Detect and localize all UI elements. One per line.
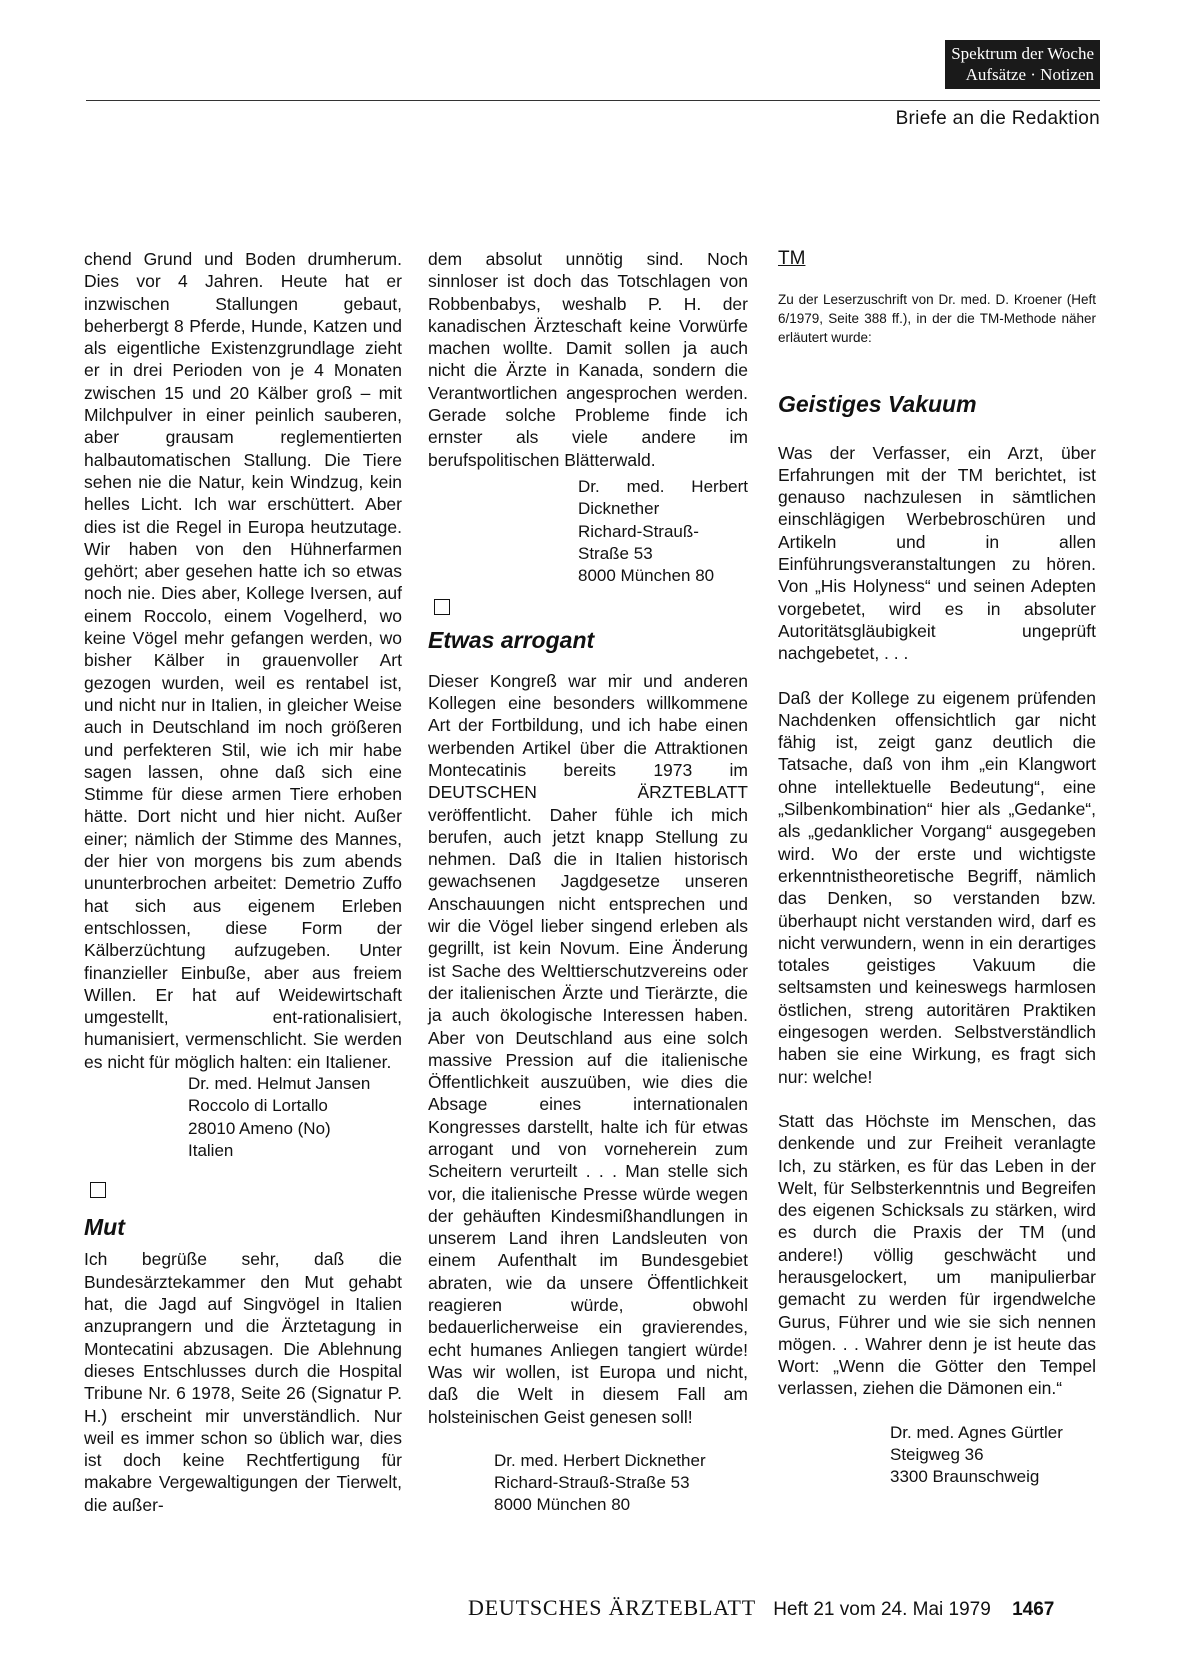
signature-block: [494, 1450, 748, 1517]
signature-line: 28010 Ameno (No): [188, 1118, 331, 1138]
letter-text: Ich begrüße sehr, daß die Bundesärztekammer den Mut gehabt hat, die Jagd auf Singvögel in Italien anzuprangern und die Ärztetagung in Montecatini abzusagen. Die Ablehnung dieses Entschlusses durch die Hospital Tribune Nr. 6 1978, Seite 26 (Signatur P. H.) erscheint mir unverständlich. Nur weil es immer schon so üblich war, dies ist doch keine Rechtfertigung für makabre Vergewaltigungen der Tierwelt, die außer-: [84, 1249, 402, 1515]
journal-section-label: [945, 40, 1100, 89]
letter-paragraph: Was der Verfasser, ein Arzt, über Erfahrungen mit der TM berichtet, ist genauso nachzulesen in sämtlichen einschlägigen Werbebroschüren und Artikeln und in allen Einführungsveranstaltungen zu hören. Von „His Holyness“ und seinen Adepten vorgebetet, wird es in absoluter Autoritätsgläubigkeit ungeprüft nachgebetet, . . .: [778, 442, 1096, 664]
signature-line: Dr. med. Agnes Gürtler: [890, 1422, 1063, 1442]
signature-line: Richard-Strauß-Straße 53: [494, 1473, 690, 1493]
signature-block: [188, 1073, 402, 1162]
section-title: Briefe an die Redaktion: [895, 108, 1100, 129]
letter-heading: Geistiges Vakuum: [778, 391, 977, 418]
journal-name: DEUTSCHES ÄRZTEBLATT: [468, 1595, 756, 1620]
section-label-line2: Aufsätze · Notizen: [965, 65, 1094, 84]
signature-line: 3300 Braunschweig: [890, 1467, 1040, 1487]
letter-text: dem absolut unnötig sind. Noch sinnloser ist doch das Totschlagen von Robbenbabys, weshalb P. H. der kanadischen Ärzteschaft keine Vorwürfe machen wollte. Damit sollen ja auch nicht die Ärzte in Kanada, sondern die Verantwortlichen angesprochen werden. Gerade solche Probleme finde ich ernster als viele andere im berufspolitischen Blätterwald.: [428, 249, 748, 470]
page-number: 1467: [1012, 1599, 1055, 1620]
letter-text: Dieser Kongreß war mir und anderen Kollegen eine besonders willkommene Art der Fortbildung, und ich habe einen werbenden Artikel über die Attraktionen Montecatinis bereits 1973 im DEUTSCHEN ÄRZTEBLATT veröffentlicht. Daher fühle ich mich berufen, auch jetzt knapp Stellung zu nehmen. Daß die in Italien historisch gewachsenen Jagdgesetze unseren Anschauungen nicht entsprechen und wir die Vögel lieber singend erleben als gegrillt, ist kein Novum. Eine Änderung ist Sache des Welttierschutzvereins oder der italienischen Ärzte und Tierärzte, die ja auch ökologische Interessen haben. Aber von Deutschland aus eine solch massive Pression auf die italienische Öffentlichkeit auszuüben, wie dies die Absage eines internationalen Kongresses darstellt, halte ich für etwas arrogant und von vorneherein zum Scheitern verurteilt . . . Man stelle sich vor, die italienische Presse würde wegen der gehäuften Kindesmißhandlungen in unserem Land ihren Landsleuten von einem Aufenthalt im Bundesgebiet abraten, wie da unsere Öffentlichkeit reagieren würde, obwohl bedauerlicherweise ein gravierendes, echt humanes Anliegen tangiert würde! Was wir wollen, ist Europa und nicht, daß die Welt in diesem Fall am holsteinischen Geist genesen soll!: [428, 670, 748, 1427]
signature-line: Dr. med. Herbert Dicknether: [494, 1450, 706, 1470]
letter-paragraph: Daß der Kollege zu eigenem prüfenden Nachdenken offensichtlich gar nicht fähig ist, zeigt ganz deutlich die Tatsache, daß von ihm „ein Klangwort ohne intellektuelle Bedeutung“, eine „Silbenkombination“ hier als „Gedanke“, als „gedanklicher Vorgang“ ausgegeben wird. Wo der erste und wichtigste erkenntnistheoretische Begriff, nämlich das Denken, so verstanden bzw. überhaupt nicht verstanden wird, darf es nicht verwundern, wenn in ein derartiges totales geistiges Vakuum die seltsamsten und keineswegs harmlosen östlichen, streng autoritären Praktiken eingesogen werden. Selbstverständlich haben sie eine Wirkung, es fragt sich nur: welche!: [778, 687, 1096, 1087]
signature-line: 8000 München 80: [578, 566, 715, 586]
column-2: [428, 248, 748, 1517]
column-3: [778, 248, 1096, 1489]
signature-line: Italien: [188, 1140, 234, 1160]
section-divider-box: [90, 1182, 106, 1198]
letter-text: chend Grund und Boden drumherum. Dies vor 4 Jahren. Heute hat er inzwischen Stallungen gebaut, beherbergt 8 Pferde, Hunde, Katzen und als eigentliche Existenzgrundlage zieht er in drei Perioden von je 4 Monaten zwischen 15 und 20 Kälber groß – mit Milchpulver in einer peinlich sauberen, aber grausam reglementierten halbautomatischen Stallung. Die Tiere sehen nie die Natur, kein Windzug, kein helles Licht. Ich war erschüttert. Aber dies ist die Regel in Europa heutzutage. Wir haben von den Hühnerfarmen gehört; aber gesehen hatte ich so etwas noch nie. Dies aber, Kollege Iversen, auf einem Roccolo, einem Vogelherd, wo keine Vögel mehr gefangen werden, wo bisher Kälber in grauenvoller Art gezogen wurden, weil es rentabel ist, und nicht nur in Italien, in gleicher Weise auch in Deutschland im noch größeren und perfekteren Stil, wie ich mir habe sagen lassen, ohne daß sich eine Stimme für diese armen Tiere erhoben hätte. Dort nicht und hier nicht. Außer einer; nämlich der Stimme des Mannes, der hier von morgens bis zum abends ununterbrochen arbeitet: Demetrio Zuffo hat sich aus eigenem Erleben entschlossen, diese Form der Kälberzüchtung aufzugeben. Unter finanzieller Einbuße, aber aus freiem Willen. Er hat auf Weidewirtschaft umgestellt, ent-rationalisiert, humanisiert, vermenschlicht. Sie werden es nicht für möglich halten: ein Italiener.: [84, 249, 402, 1072]
signature-block: [890, 1422, 1096, 1489]
letter-intro: Zu der Leserzuschrift von Dr. med. D. Kroener (Heft 6/1979, Seite 388 ff.), in der die TM-Methode näher erläutert wurde:: [778, 292, 1096, 346]
topic-label: TM: [778, 248, 806, 269]
header-rule: [86, 100, 1100, 101]
letter-heading: Etwas arrogant: [428, 627, 595, 654]
signature-line: Dr. med. Helmut Jansen: [188, 1073, 371, 1093]
signature-block: [578, 476, 748, 587]
signature-line: Roccolo di Lortallo: [188, 1096, 328, 1116]
letter-paragraph: Statt das Höchste im Menschen, das denkende und zur Freiheit veranlagte Ich, zu stärken, es für das Leben in der Welt, für Selbsterkenntnis und Begreifen des eigenen Schicksals zu stärken, wird es durch die Praxis der TM (und andere!) völlig geschwächt und herausgelockert, um manipulierbar gemacht zu werden für irgendwelche Gurus, Führer und wie sie sich nennen mögen. . . Wahrer denn je ist heute das Wort: „Wenn die Götter den Tempel verlassen, ziehen die Dämonen ein.“: [778, 1110, 1096, 1399]
page-footer: [468, 1595, 1054, 1621]
signature-line: Richard-Strauß-Straße 53: [578, 521, 699, 563]
section-divider-box: [434, 599, 450, 615]
signature-line: Steigweg 36: [890, 1445, 984, 1465]
signature-line: 8000 München 80: [494, 1495, 631, 1515]
letter-heading: Mut: [84, 1214, 125, 1241]
issue-info: Heft 21 vom 24. Mai 1979: [773, 1599, 991, 1620]
column-1: [84, 248, 402, 1516]
section-label-line1: Spektrum der Woche: [951, 44, 1094, 63]
signature-line: Dr. med. Herbert Dicknether: [578, 476, 748, 519]
